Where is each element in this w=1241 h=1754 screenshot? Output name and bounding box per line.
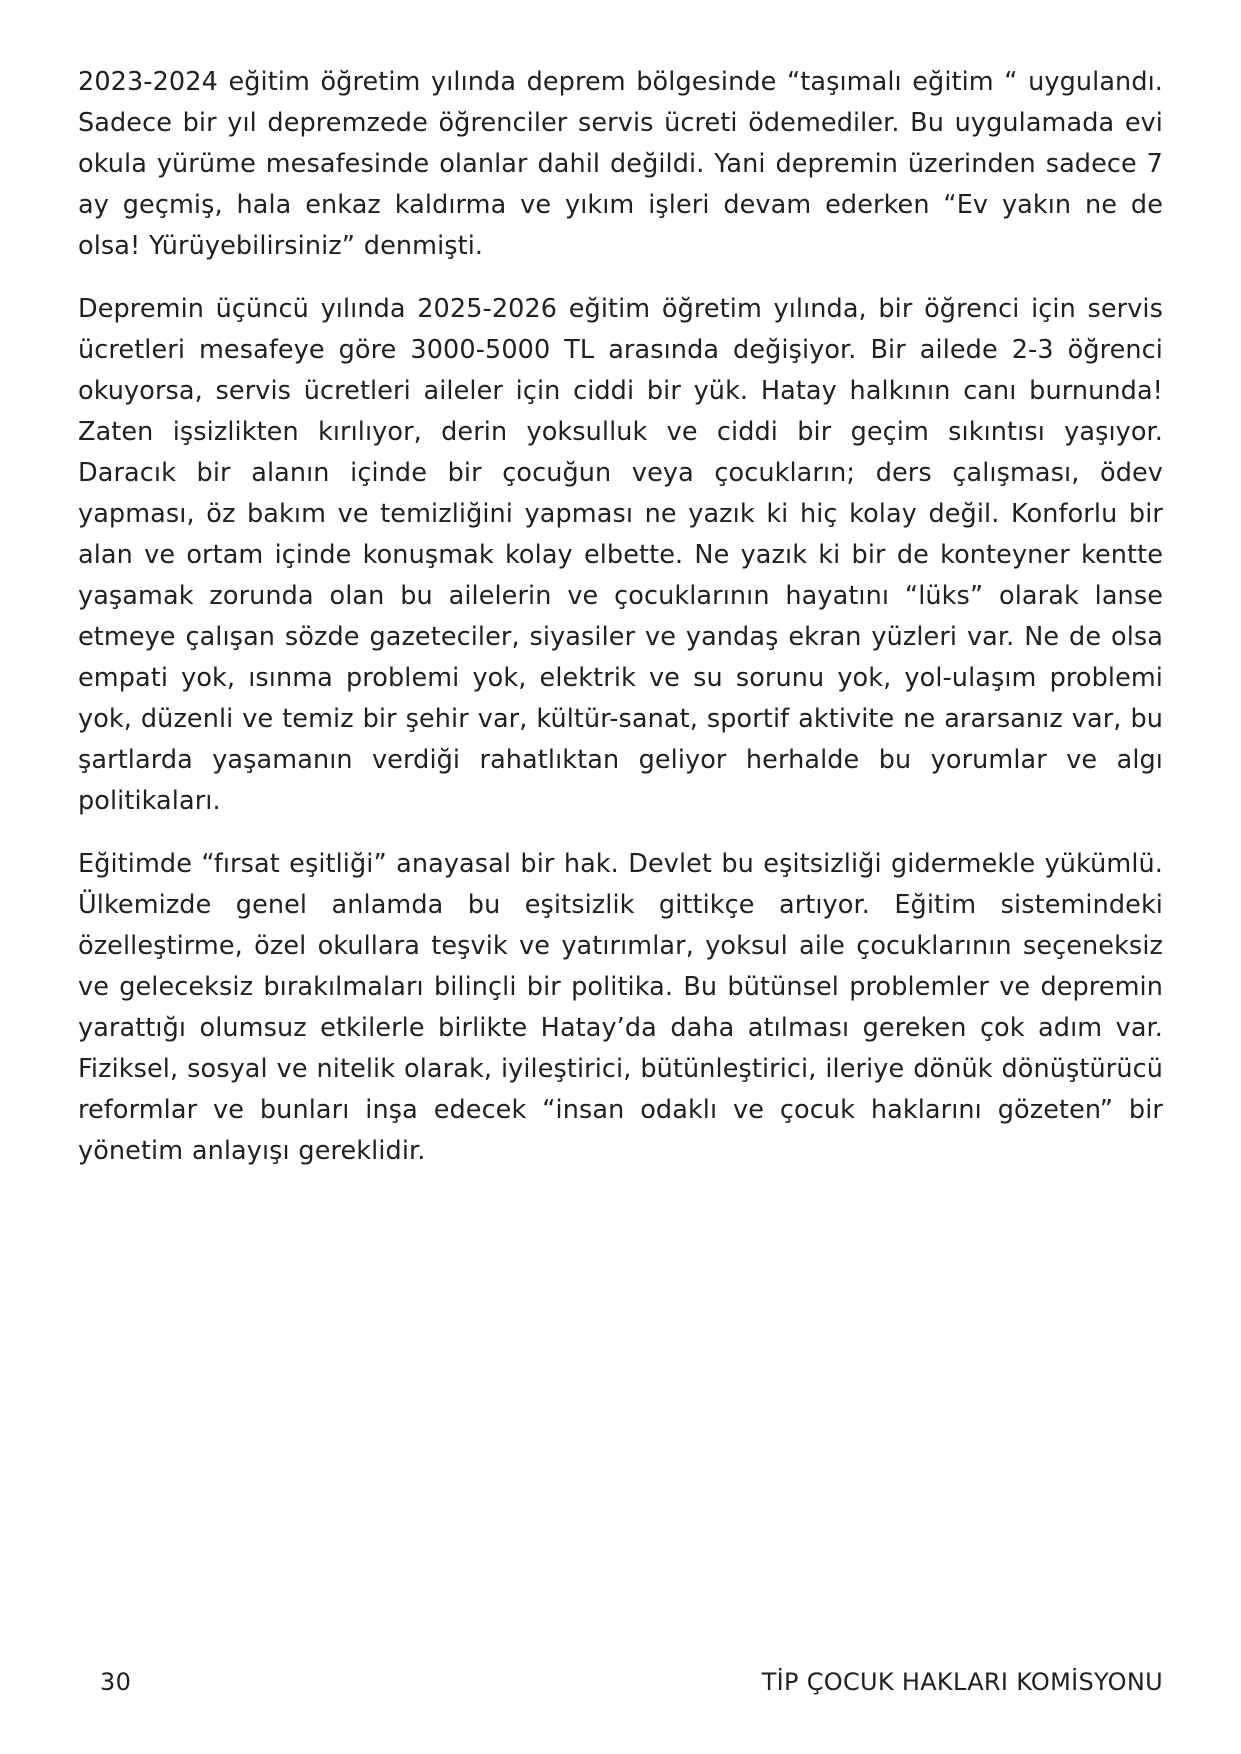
body-paragraph-2: Depremin üçüncü yılında 2025-2026 eğitim öğretim yılında, bir öğrenci için servis ücretleri mesafeye göre 3000-5000 TL arasında değişiyor. Bir ailede 2-3 öğrenci okuyorsa, servis ücretleri aileler için ciddi bir yük. Hatay halkının canı burnunda! Zaten işsizlikten kırılıyor, derin yoksulluk ve ciddi bir geçim sıkıntısı yaşıyor. Daracık bir alanın içinde bir çocuğun veya çocukların; ders çalışması, ödev yapması, öz bakım ve temizliğini yapması ne yazık ki hiç kolay değil. Konforlu bir alan ve ortam içinde konuşmak kolay elbette. Ne yazık ki bir de konteyner kentte yaşamak zorunda olan bu ailelerin ve çocuklarının hayatını “lüks” olarak lanse etmeye çalışan sözde gazeteciler, siyasiler ve yandaş ekran yüzleri var. Ne de olsa empati yok, ısınma problemi yok, elektrik ve su sorunu yok, yol-ulaşım problemi yok, düzenli ve temiz bir şehir var, kültür-sanat, sportif aktivite ne ararsanız var, bu şartlarda yaşamanın verdiği rahatlıktan geliyor herhalde bu yorumlar ve algı politikaları. [78,294,1163,816]
footer-title: TİP ÇOCUK HAKLARI KOMİSYONU [761,1668,1163,1696]
page-footer [78,1662,1163,1696]
page-body [78,62,1163,1172]
body-paragraph-1: 2023-2024 eğitim öğretim yılında deprem bölgesinde “taşımalı eğitim “ uygulandı. Sadece bir yıl depremzede öğrenciler servis ücreti ödemediler. Bu uygulamada evi okula yürüme mesafesinde olanlar dahil değildi. Yani depremin üzerinden sadece 7 ay geçmiş, hala enkaz kaldırma ve yıkım işleri devam ederken “Ev yakın ne de olsa! Yürüyebilirsiniz” denmişti. [78,67,1163,261]
page-number: 30 [100,1668,132,1696]
body-paragraph-3: Eğitimde “fırsat eşitliği” anayasal bir hak. Devlet bu eşitsizliği gidermekle yükümlü. Ülkemizde genel anlamda bu eşitsizlik gittikçe artıyor. Eğitim sistemindeki özelleştirme, özel okullara teşvik ve yatırımlar, yoksul aile çocuklarının seçeneksiz ve geleceksiz bırakılmaları bilinçli bir politika. Bu bütünsel problemler ve depremin yarattığı olumsuz etkilerle birlikte Hatay’da daha atılması gereken çok adım var. Fiziksel, sosyal ve nitelik olarak, iyileştirici, bütünleştirici, ileriye dönük dönüştürücü reformlar ve bunları inşa edecek “insan odaklı ve çocuk haklarını gözeten” bir yönetim anlayışı gereklidir. [78,849,1163,1166]
